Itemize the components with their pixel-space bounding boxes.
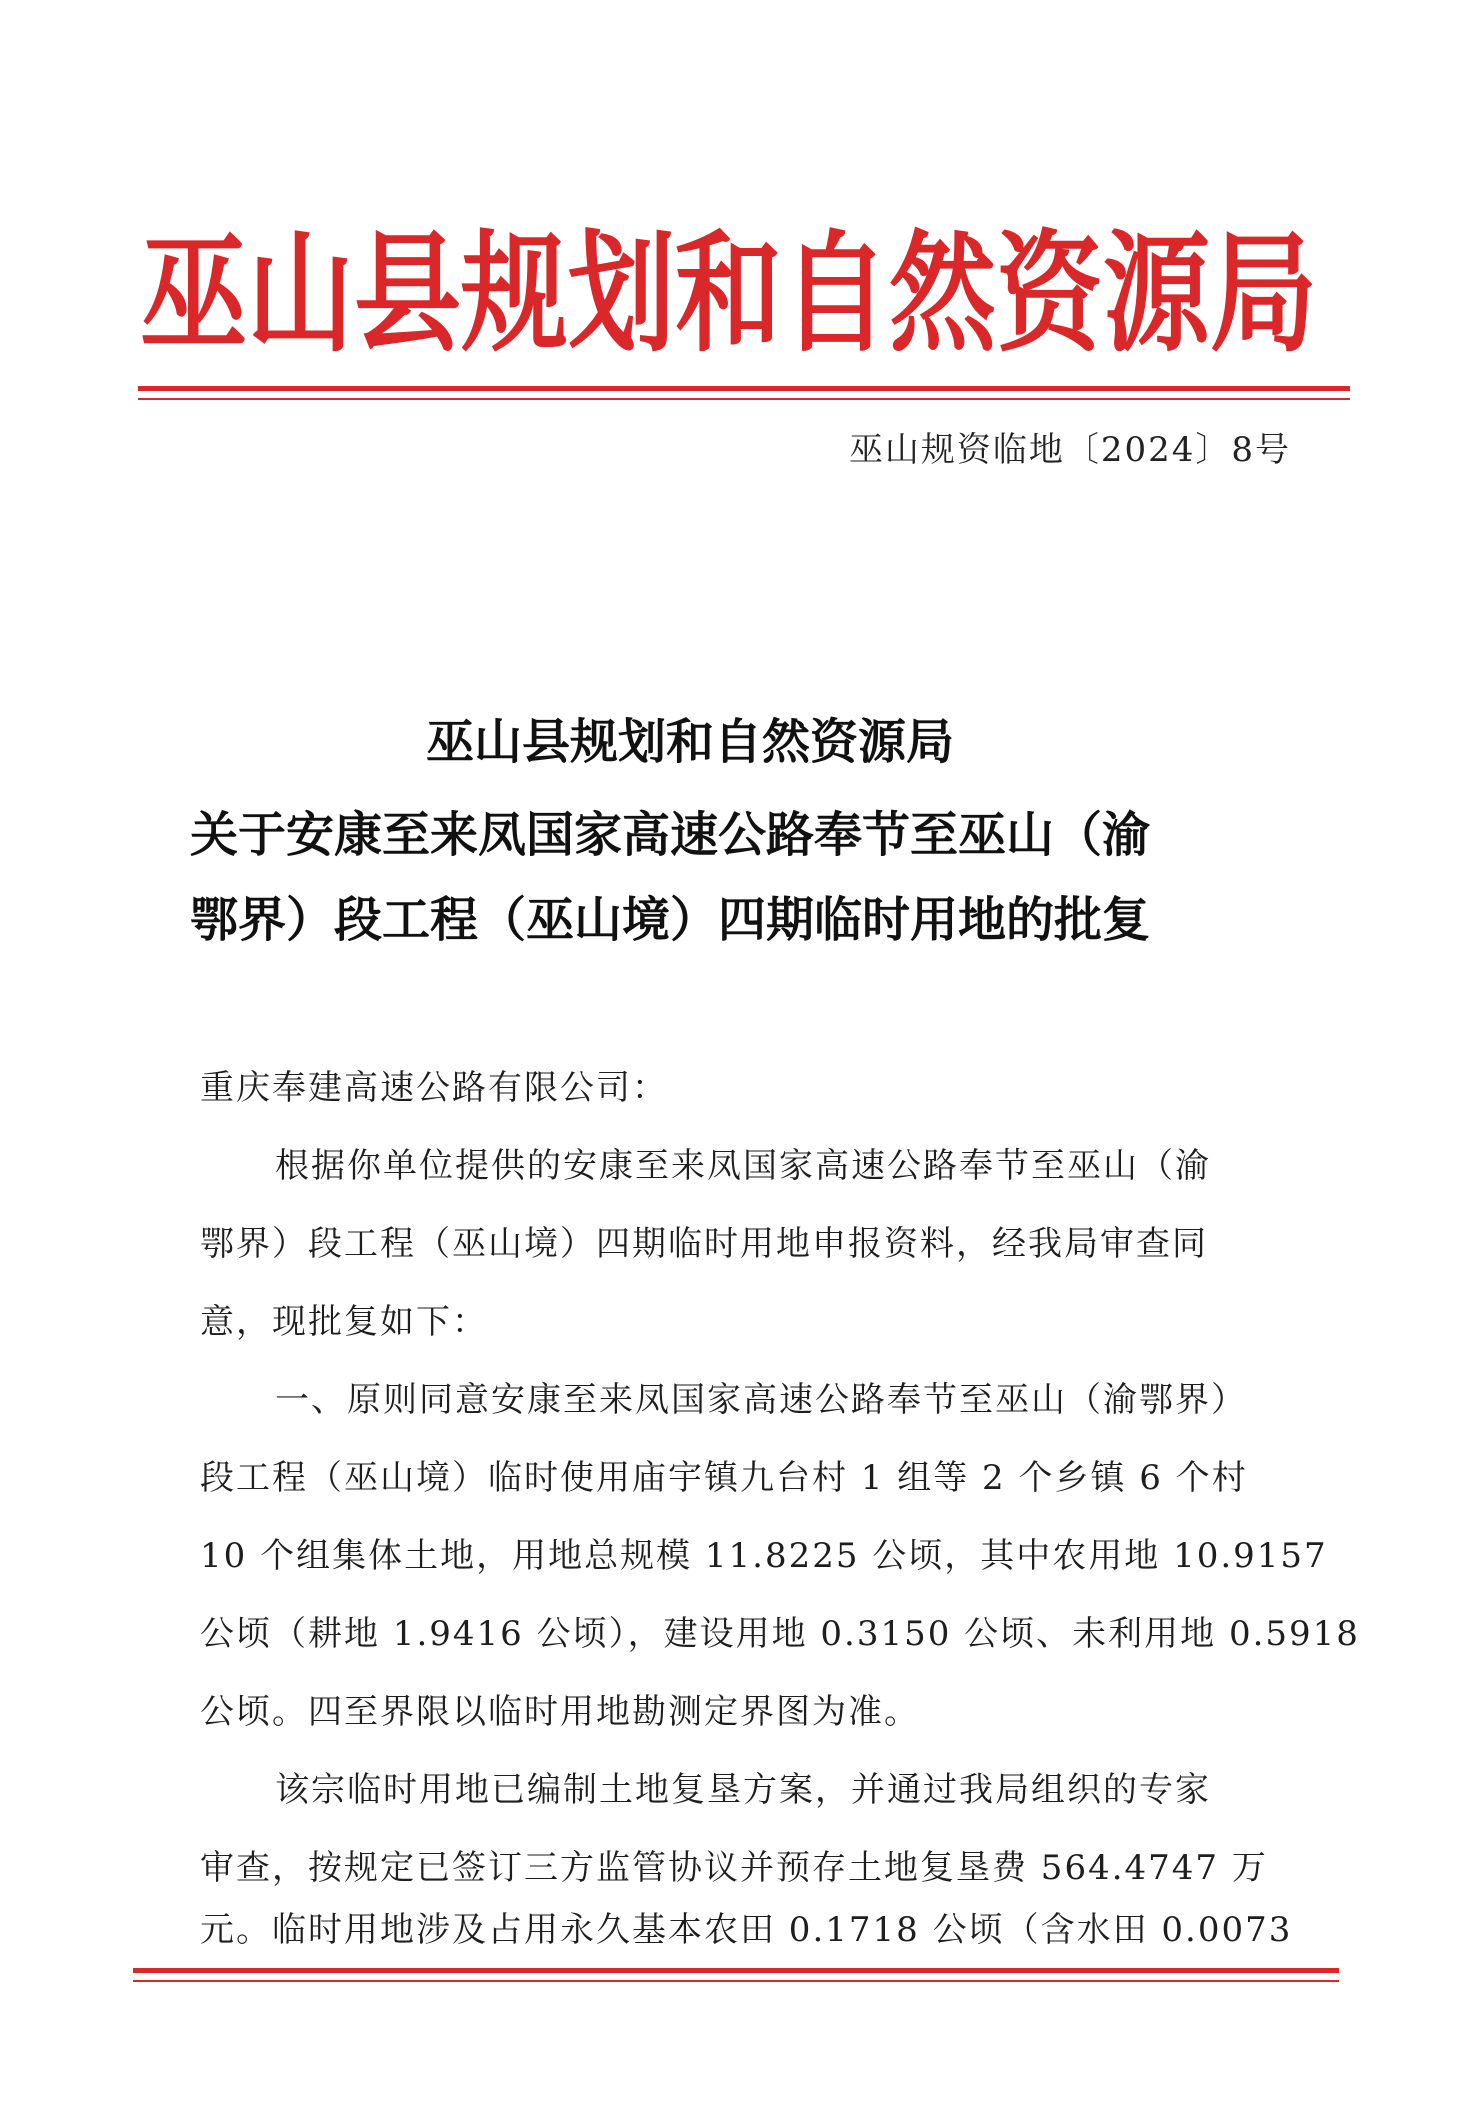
body-line: 审查，按规定已签订三方监管协议并预存土地复垦费 564.4747 万 xyxy=(200,1848,1268,1888)
title-line-3: 鄂界）段工程（巫山境）四期临时用地的批复 xyxy=(190,892,1151,948)
header-red-rule xyxy=(138,386,1350,391)
footer-red-rule xyxy=(133,1968,1339,1973)
salutation: 重庆奉建高速公路有限公司： xyxy=(200,1068,668,1108)
body-line: 意，现批复如下： xyxy=(200,1302,488,1342)
body-line: 10 个组集体土地，用地总规模 11.8225 公顷，其中农用地 10.9157 xyxy=(200,1536,1328,1576)
body-line: 该宗临时用地已编制土地复垦方案，并通过我局组织的专家 xyxy=(275,1770,1211,1810)
footer-red-rule-thin xyxy=(133,1980,1339,1982)
title-line-2: 关于安康至来凤国家高速公路奉节至巫山（渝 xyxy=(190,807,1151,863)
body-line: 根据你单位提供的安康至来凤国家高速公路奉节至巫山（渝 xyxy=(275,1146,1211,1186)
body-line: 一、原则同意安康至来凤国家高速公路奉节至巫山（渝鄂界） xyxy=(275,1380,1247,1420)
body-line: 元。临时用地涉及占用永久基本农田 0.1718 公顷（含水田 0.0073 xyxy=(200,1910,1293,1950)
body-line: 公顷（耕地 1.9416 公顷），建设用地 0.3150 公顷、未利用地 0.5918 xyxy=(200,1614,1360,1654)
title-line-1: 巫山县规划和自然资源局 xyxy=(425,714,954,770)
header-red-rule-thin xyxy=(138,398,1350,400)
agency-masthead: 巫山县规划和自然资源局 xyxy=(140,219,1318,371)
document-number: 巫山规资临地〔2024〕8号 xyxy=(848,430,1291,470)
body-line: 鄂界）段工程（巫山境）四期临时用地申报资料，经我局审查同 xyxy=(200,1224,1208,1264)
body-line: 公顷。四至界限以临时用地勘测定界图为准。 xyxy=(200,1692,920,1732)
body-line: 段工程（巫山境）临时使用庙宇镇九台村 1 组等 2 个乡镇 6 个村 xyxy=(200,1458,1248,1498)
